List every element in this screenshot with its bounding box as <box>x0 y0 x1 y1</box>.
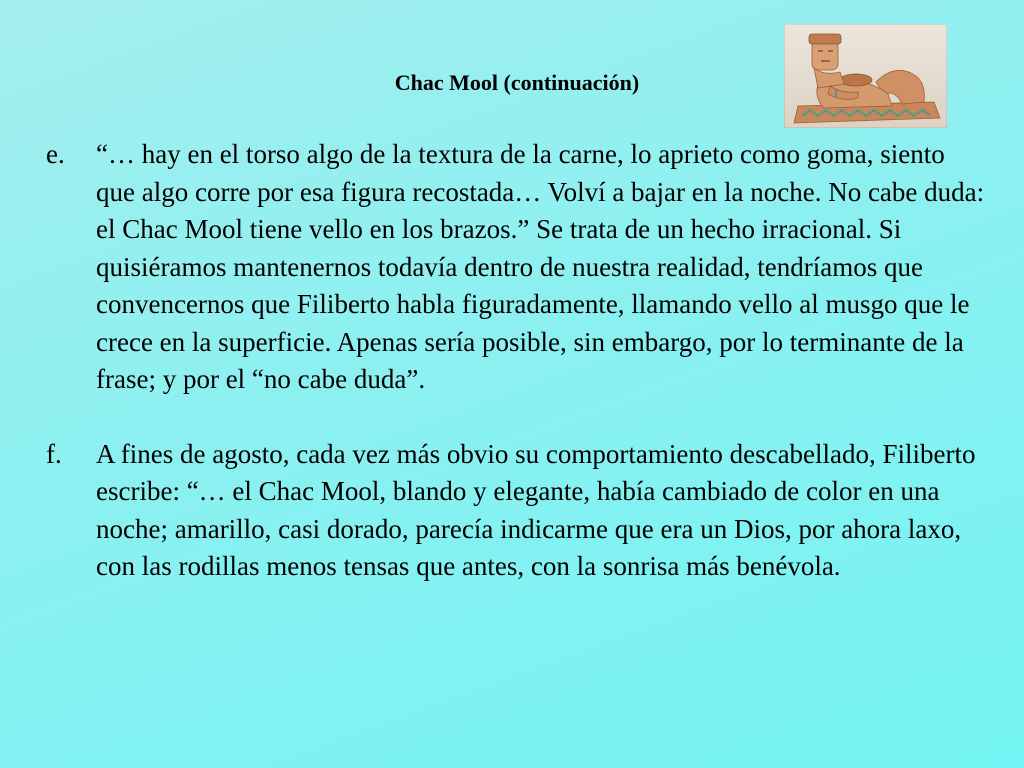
chac-mool-statue-illustration <box>784 24 947 128</box>
item-text: A fines de agosto, cada vez más obvio su comportamiento descabellado, Filiberto escribe: “… el Chac Mool, blando y elegante, había cambiado de color en una noche; amarillo, casi dorado, parecía indicarme que era un Dios, por ahora laxo, con las rodillas menos tensas que antes, con la sonrisa más benévola. <box>96 438 976 581</box>
list-item-f <box>46 436 996 586</box>
item-list <box>46 136 996 586</box>
item-marker: e. <box>46 139 65 169</box>
chac-mool-image <box>784 24 947 128</box>
slide-title: Chac Mool (continuación) <box>394 70 640 95</box>
item-marker: f. <box>46 438 62 469</box>
list-item-e <box>46 136 996 399</box>
item-text: “… hay en el torso algo de la textura de la carne, lo aprieto como goma, siento que algo corre por esa figura recostada… Volví a bajar en la noche. No cabe duda: el Chac Mool tiene vello en los brazos.” Se trata de un hecho irracional. Si quisiéramos mantenernos todavía dentro de nuestra realidad, tendríamos que convencernos que Filiberto habla figuradamente, llamando vello al musgo que le crece en la superficie. Apenas sería posible, sin embargo, por lo terminante de la frase; y por el “no cabe duda”. <box>96 139 985 394</box>
